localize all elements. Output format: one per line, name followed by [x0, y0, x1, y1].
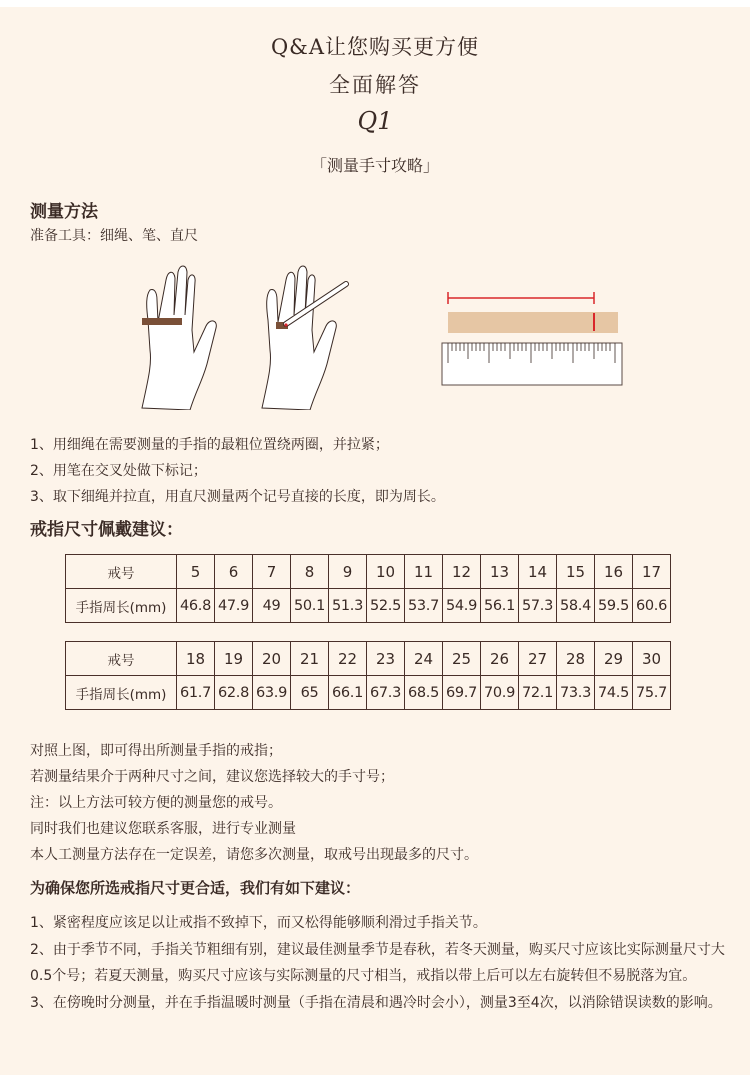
advice-list — [30, 910, 730, 1017]
circumference-cell: 63.9 — [253, 676, 291, 710]
size-cell: 15 — [557, 555, 595, 589]
size-cell: 16 — [595, 555, 633, 589]
size-cell: 22 — [329, 642, 367, 676]
size-cell: 19 — [215, 642, 253, 676]
circumference-cell: 47.9 — [215, 589, 253, 623]
advice-heading: 为确保您所选戒指尺寸更合适，我们有如下建议： — [30, 879, 361, 897]
size-cell: 9 — [329, 555, 367, 589]
page-subtitle-line: 全面解答 — [329, 73, 421, 97]
ruler-measure-illustration — [440, 285, 625, 395]
advice-item-2: 2、由于季节不同，手指关节粗细有别，建议最佳测量季节是春秋，若冬天测量，购买尺寸应该比实际测量尺寸大0.5个号；若夏天测量，购买尺寸应该与实际测量的尺寸相当，戒指以带上后可以左右旋转但不易脱落为宜。 — [30, 942, 725, 984]
size-cell: 8 — [291, 555, 329, 589]
row-label-circumference: 手指周长(mm) — [66, 589, 177, 623]
size-table-2 — [65, 641, 671, 710]
size-cell: 10 — [367, 555, 405, 589]
circumference-cell: 66.1 — [329, 676, 367, 710]
note-1: 对照上图，即可得出所测量手指的戒指； — [30, 743, 282, 759]
page — [0, 7, 750, 1075]
size-cell: 17 — [633, 555, 671, 589]
size-cell: 29 — [595, 642, 633, 676]
circumference-cell: 56.1 — [481, 589, 519, 623]
size-cell: 21 — [291, 642, 329, 676]
table-row-size — [66, 555, 671, 589]
note-2: 若测量结果介于两种尺寸之间，建议您选择较大的手寸号； — [30, 769, 394, 785]
size-cell: 18 — [177, 642, 215, 676]
step-2: 2、用笔在交叉处做下标记； — [30, 463, 207, 479]
size-cell: 12 — [443, 555, 481, 589]
circumference-cell: 53.7 — [405, 589, 443, 623]
circumference-cell: 57.3 — [519, 589, 557, 623]
size-cell: 25 — [443, 642, 481, 676]
method-steps — [30, 432, 445, 510]
circumference-cell: 73.3 — [557, 676, 595, 710]
circumference-cell: 68.5 — [405, 676, 443, 710]
note-5: 本人工测量方法存在一定误差，请您多次测量，取戒号出现最多的尺寸。 — [30, 847, 478, 863]
circumference-cell: 59.5 — [595, 589, 633, 623]
circumference-cell: 46.8 — [177, 589, 215, 623]
notes — [30, 738, 478, 868]
size-cell: 11 — [405, 555, 443, 589]
circumference-cell: 62.8 — [215, 676, 253, 710]
advice-item-3: 3、在傍晚时分测量，并在手指温暖时测量（手指在清晨和遇冷时会小），测量3至4次，以消除错误读数的影响。 — [30, 995, 722, 1011]
table-row-size — [66, 642, 671, 676]
row-label-size: 戒号 — [66, 555, 177, 589]
tools-text: 准备工具：细绳、笔、直尺 — [30, 228, 198, 244]
section-subtitle: 「测量手寸攻略」 — [310, 156, 439, 175]
size-cell: 28 — [557, 642, 595, 676]
question-label: Q1 — [357, 107, 393, 135]
title-latin: Q&A — [270, 35, 326, 59]
circumference-cell: 74.5 — [595, 676, 633, 710]
note-3: 注：以上方法可较方便的测量您的戒号。 — [30, 795, 282, 811]
size-cell: 23 — [367, 642, 405, 676]
size-cell: 20 — [253, 642, 291, 676]
circumference-cell: 72.1 — [519, 676, 557, 710]
circumference-cell: 65 — [291, 676, 329, 710]
circumference-cell: 50.1 — [291, 589, 329, 623]
circumference-cell: 75.7 — [633, 676, 671, 710]
advice-item-1: 1、紧密程度应该足以让戒指不致掉下，而又松得能够顺利滑过手指关节。 — [30, 915, 487, 931]
title-cjk: 让您购买更方便 — [325, 35, 480, 59]
row-label-circumference: 手指周长(mm) — [66, 676, 177, 710]
circumference-cell: 52.5 — [367, 589, 405, 623]
circumference-cell: 61.7 — [177, 676, 215, 710]
size-cell: 7 — [253, 555, 291, 589]
page-title — [0, 31, 750, 61]
circumference-cell: 67.3 — [367, 676, 405, 710]
method-heading: 测量方法 — [30, 202, 98, 222]
size-cell: 27 — [519, 642, 557, 676]
size-table-heading: 戒指尺寸佩戴建议： — [30, 520, 183, 540]
note-4: 同时我们也建议您联系客服，进行专业测量 — [30, 821, 296, 837]
size-cell: 5 — [177, 555, 215, 589]
table-row-circumference — [66, 676, 671, 710]
step-1: 1、用细绳在需要测量的手指的最粗位置绕两圈，并拉紧； — [30, 437, 389, 453]
row-label-size: 戒号 — [66, 642, 177, 676]
string-band — [142, 318, 182, 325]
circumference-cell: 70.9 — [481, 676, 519, 710]
circumference-cell: 54.9 — [443, 589, 481, 623]
size-cell: 30 — [633, 642, 671, 676]
circumference-cell: 49 — [253, 589, 291, 623]
table-row-circumference — [66, 589, 671, 623]
circumference-cell: 51.3 — [329, 589, 367, 623]
size-cell: 14 — [519, 555, 557, 589]
circumference-cell: 58.4 — [557, 589, 595, 623]
size-cell: 26 — [481, 642, 519, 676]
circumference-cell: 60.6 — [633, 589, 671, 623]
size-cell: 24 — [405, 642, 443, 676]
size-cell: 6 — [215, 555, 253, 589]
circumference-cell: 69.7 — [443, 676, 481, 710]
hand-marking-illustration — [250, 260, 360, 410]
step-3: 3、取下细绳并拉直，用直尺测量两个记号直接的长度，即为周长。 — [30, 489, 445, 505]
hand-with-string-illustration — [130, 260, 230, 410]
size-table-1 — [65, 554, 671, 623]
size-cell: 13 — [481, 555, 519, 589]
